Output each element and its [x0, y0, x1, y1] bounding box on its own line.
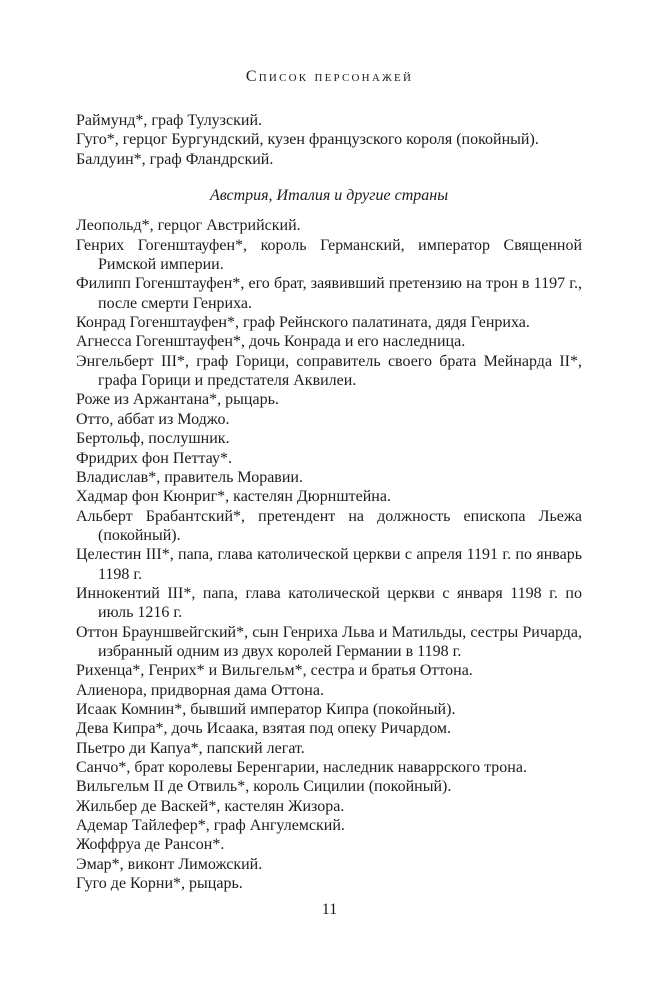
list-entry: Владислав*, правитель Моравии. [76, 468, 303, 486]
list-entry: Жильбер де Васкей*, кастелян Жизора. [76, 797, 345, 815]
list-entry: Пьетро ди Капуа*, папский легат. [76, 739, 305, 757]
list-entry: Альберт Брабантский*, претендент на должность епископа Льежа (покойный). [76, 507, 582, 544]
list-entry: Санчо*, брат королевы Беренгарии, наследник наваррского трона. [76, 759, 527, 776]
list-entry: Оттон Брауншвейгский*, сын Генриха Льва и Матильды, сестры Ричарда, избранный одним из двух королей Германии в 1198 г. [76, 623, 582, 660]
list-entry: Конрад Гогенштауфен*, граф Рейнского палатината, дядя Генриха. [76, 314, 530, 332]
list-entry: Роже из Аржантана*, рыцарь. [76, 391, 279, 409]
list-entry: Раймунд*, граф Тулузский. [76, 112, 262, 129]
list-entry: Энгельберт III*, граф Горици, соправитель своего брата Мейнарда II*, графа Горици и предстателя Аквилеи. [76, 352, 582, 390]
list-entry: Целестин III*, папа, глава католической церкви с апреля 1191 г. по январь 1198 г. [76, 546, 582, 583]
list-entry: Леопольд*, герцог Австрийский. [76, 217, 301, 235]
entries-group-2 [76, 216, 582, 893]
list-entry: Рихенца*, Генрих* и Вильгельм*, сестра и братья Оттона. [76, 662, 473, 680]
list-entry: Хадмар фон Кюнриг*, кастелян Дюрнштейна. [76, 488, 391, 506]
entries-group-1 [76, 111, 582, 169]
page-number: 11 [321, 901, 338, 918]
list-entry: Балдуин*, граф Фландрский. [76, 150, 274, 168]
list-entry: Исаак Комнин*, бывший император Кипра (покойный). [76, 700, 456, 718]
list-entry: Филипп Гогенштауфен*, его брат, заявивший претензию на трон в 1197 г., после смерти Генриха. [76, 275, 582, 312]
list-entry: Гуго де Корни*, рыцарь. [76, 875, 243, 893]
running-title: Список персонажей [245, 68, 414, 85]
list-entry: Бертольф, послушник. [76, 430, 230, 448]
list-entry: Адемар Тайлефер*, граф Ангулемский. [76, 817, 345, 835]
list-entry: Эмар*, виконт Лиможский. [76, 855, 263, 873]
list-entry: Жоффруа де Рансон*. [76, 836, 225, 854]
list-entry: Фридрих фон Петтау*. [76, 449, 232, 467]
list-entry: Иннокентий III*, папа, глава католической церкви с января 1198 г. по июль 1216 г. [76, 584, 582, 622]
list-entry: Агнесса Гогенштауфен*, дочь Конрада и его наследница. [76, 333, 466, 351]
list-entry: Вильгельм II де Отвиль*, король Сицилии (покойный). [76, 778, 452, 796]
section-heading: Австрия, Италия и другие страны [209, 187, 449, 205]
list-entry: Алиенора, придворная дама Оттона. [76, 681, 324, 699]
list-entry: Отто, аббат из Моджо. [76, 410, 230, 428]
list-entry: Дева Кипра*, дочь Исаака, взятая под опеку Ричардом. [76, 720, 452, 738]
character-list [76, 111, 582, 893]
list-entry: Генрих Гогенштауфен*, король Германский, император Священной Римской империи. [76, 236, 582, 274]
list-entry: Гуго*, герцог Бургундский, кузен французского короля (покойный). [76, 131, 539, 149]
